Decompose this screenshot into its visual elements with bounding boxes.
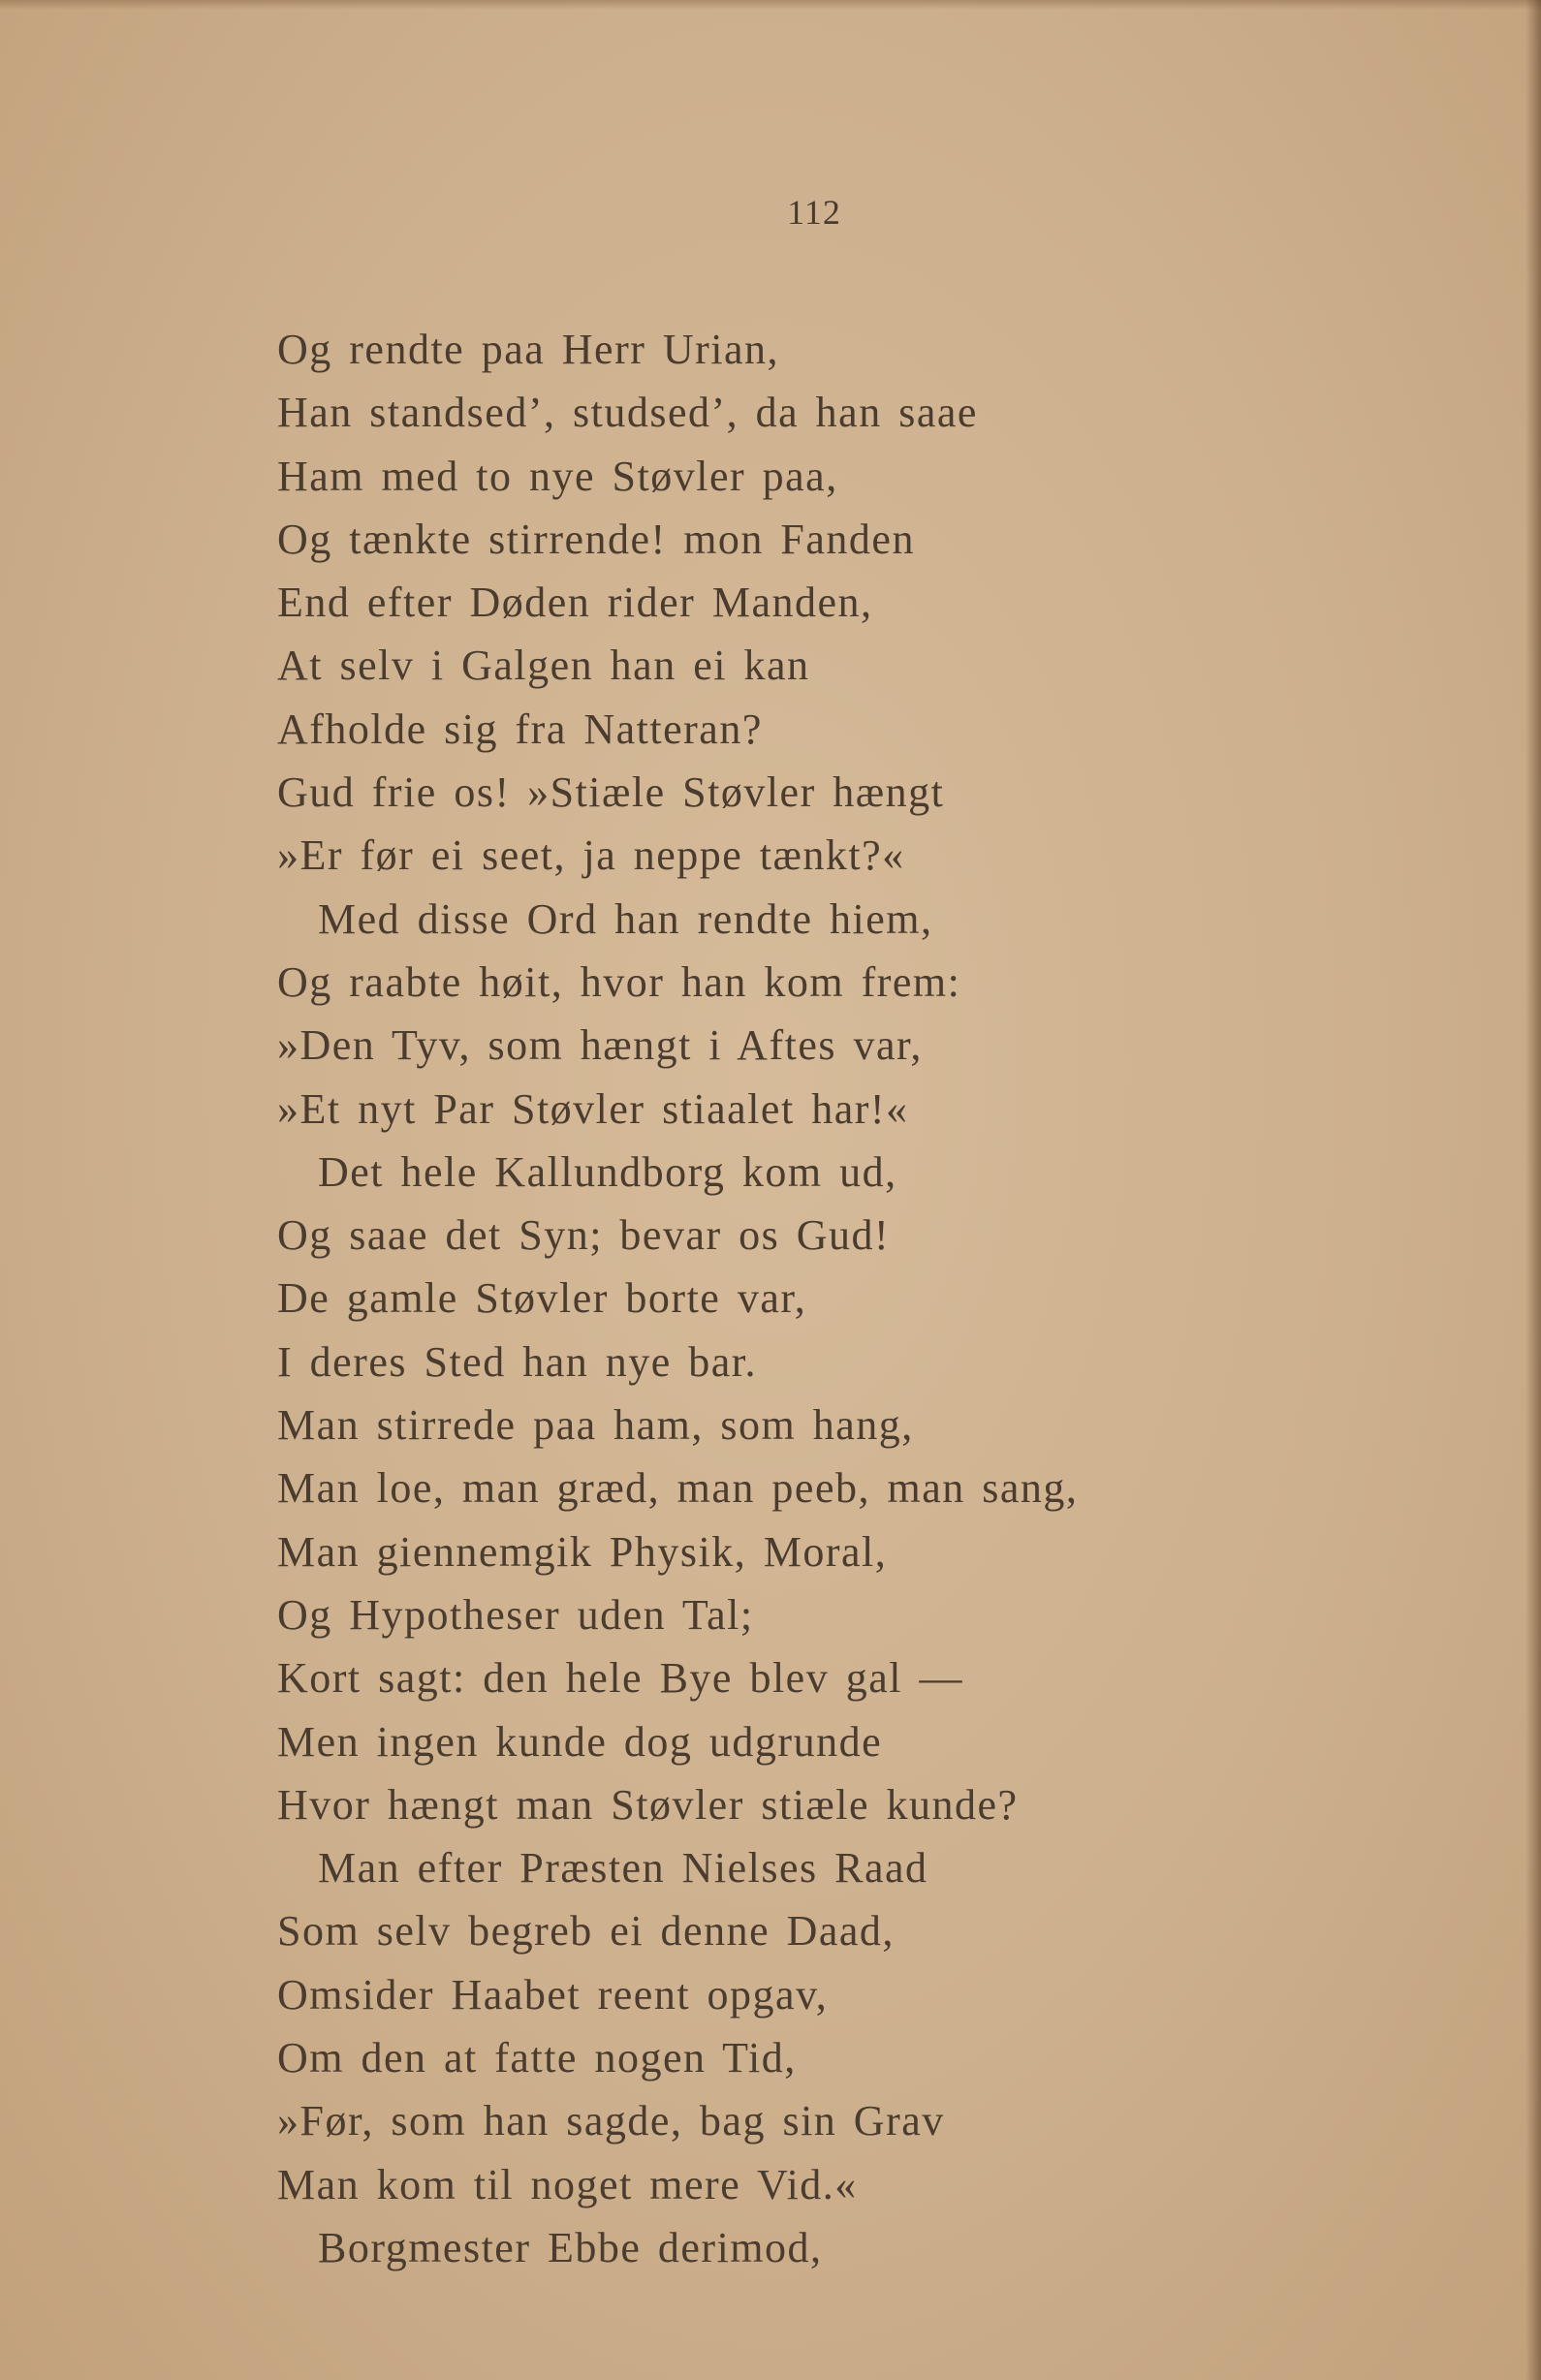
poem-line: »Den Tyv, som hængt i Aftes var, — [277, 1021, 923, 1070]
poem-line: Hvor hængt man Støvler stiæle kunde? — [277, 1780, 1019, 1829]
poem-line: Men ingen kunde dog udgrunde — [277, 1717, 883, 1766]
poem-line: Afholde sig fra Natteran? — [277, 705, 763, 753]
poem-line: Og tænkte stirrende! mon Fanden — [277, 515, 915, 563]
poem-line: Om den at fatte nogen Tid, — [277, 2034, 797, 2082]
poem-line: Omsider Haabet reent opgav, — [277, 1970, 829, 2019]
poem-line: »Et nyt Par Støvler stiaalet har!« — [277, 1084, 909, 1133]
poem-line: End efter Døden rider Manden, — [277, 579, 873, 627]
poem-line: Og Hypotheser uden Tal; — [277, 1590, 754, 1639]
poem-line: Man efter Præsten Nielses Raad — [318, 1844, 928, 1893]
poem-line: Som selv begreb ei denne Daad, — [277, 1907, 895, 1956]
poem-line: De gamle Støvler borte var, — [277, 1274, 807, 1323]
poem-line: Og rendte paa Herr Urian, — [277, 326, 780, 373]
poem-line: »Før, som han sagde, bag sin Grav — [277, 2097, 945, 2145]
poem-line: »Er før ei seet, ja neppe tænkt?« — [277, 831, 905, 880]
page-right-shadow — [1525, 0, 1541, 2380]
page-top-shadow — [0, 0, 1541, 10]
poem-line: Man stirrede paa ham, som hang, — [277, 1401, 914, 1450]
poem-line: Man giennemgik Physik, Moral, — [277, 1527, 888, 1576]
poem-line: Det hele Kallundborg kom ud, — [318, 1147, 897, 1196]
poem-line: Kort sagt: den hele Bye blev gal — — [277, 1654, 963, 1703]
poem-line: Gud frie os! »Stiæle Støvler hængt — [277, 768, 945, 817]
poem-line: Man loe, man græd, man peeb, man sang, — [277, 1464, 1079, 1513]
poem-line: Borgmester Ebbe derimod, — [318, 2223, 823, 2271]
poem-line: Han standsed’, studsed’, da han saae — [277, 389, 978, 437]
poem-line: Man kom til noget mere Vid.« — [277, 2160, 858, 2208]
poem-line: Ham med to nye Støvler paa, — [277, 452, 838, 500]
poem-line: I deres Sted han nye bar. — [277, 1337, 758, 1386]
page-number: 112 — [787, 193, 841, 232]
poem-text — [277, 318, 1469, 2279]
poem-line: At selv i Galgen han ei kan — [277, 642, 810, 690]
poem-line: Og raabte høit, hvor han kom frem: — [277, 957, 961, 1006]
poem-line: Og saae det Syn; bevar os Gud! — [277, 1211, 891, 1260]
poem-line: Med disse Ord han rendte hiem, — [318, 894, 933, 943]
